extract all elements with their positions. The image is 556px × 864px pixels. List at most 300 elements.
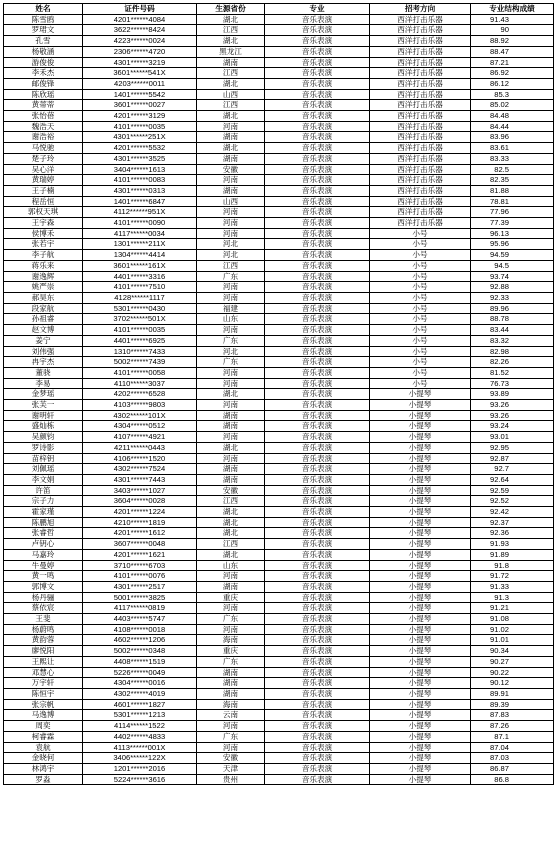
cell-direction: 小号: [370, 292, 471, 303]
cell-major: 音乐表演: [265, 143, 370, 154]
table-row: [4, 496, 554, 507]
cell-name: 冉宇杰: [4, 357, 83, 368]
cell-major: 音乐表演: [265, 517, 370, 528]
cell-direction: 西洋打击乐器: [370, 46, 471, 57]
cell-name: 马嘉玲: [4, 549, 83, 560]
cell-score: 91.72: [471, 571, 554, 582]
cell-major: 音乐表演: [265, 153, 370, 164]
table-row: [4, 218, 554, 229]
cell-direction: 小号: [370, 325, 471, 336]
cell-major: 音乐表演: [265, 14, 370, 25]
cell-score: 76.73: [471, 378, 554, 389]
cell-province: 河南: [197, 603, 265, 614]
cell-province: 河南: [197, 453, 265, 464]
cell-province: 山西: [197, 196, 265, 207]
cell-name: 杨敬涵: [4, 46, 83, 57]
cell-score: 87.1: [471, 731, 554, 742]
table-row: [4, 656, 554, 667]
cell-province: 湖北: [197, 14, 265, 25]
cell-province: 山西: [197, 89, 265, 100]
cell-major: 音乐表演: [265, 325, 370, 336]
table-row: [4, 185, 554, 196]
cell-score: 87.83: [471, 710, 554, 721]
header-score: 专业结构成绩: [471, 4, 554, 15]
cell-name: 罗淼: [4, 774, 83, 785]
cell-major: 音乐表演: [265, 196, 370, 207]
cell-id-number: 5226******0049: [83, 667, 197, 678]
cell-direction: 小号: [370, 335, 471, 346]
cell-province: 河南: [197, 378, 265, 389]
table-row: [4, 25, 554, 36]
cell-score: 82.26: [471, 357, 554, 368]
cell-major: 音乐表演: [265, 357, 370, 368]
cell-score: 93.74: [471, 271, 554, 282]
cell-name: 罗珺文: [4, 25, 83, 36]
cell-name: 张若宇: [4, 239, 83, 250]
cell-name: 李禾杰: [4, 68, 83, 79]
cell-major: 音乐表演: [265, 282, 370, 293]
cell-province: 重庆: [197, 646, 265, 657]
cell-id-number: 4128******1117: [83, 292, 197, 303]
cell-score: 83.44: [471, 325, 554, 336]
cell-direction: 西洋打击乐器: [370, 175, 471, 186]
cell-major: 音乐表演: [265, 763, 370, 774]
cell-direction: 小提琴: [370, 656, 471, 667]
cell-id-number: 3607******0048: [83, 539, 197, 550]
cell-id-number: 3601******161X: [83, 260, 197, 271]
cell-direction: 小提琴: [370, 753, 471, 764]
cell-name: 李子航: [4, 250, 83, 261]
cell-province: 湖北: [197, 549, 265, 560]
cell-province: 河南: [197, 282, 265, 293]
cell-score: 91.8: [471, 560, 554, 571]
cell-name: 侯博禾: [4, 228, 83, 239]
cell-name: 袁航: [4, 742, 83, 753]
cell-id-number: 5002******0348: [83, 646, 197, 657]
cell-name: 罗诗影: [4, 442, 83, 453]
cell-major: 音乐表演: [265, 111, 370, 122]
cell-id-number: 4201******1224: [83, 507, 197, 518]
cell-direction: 小号: [370, 271, 471, 282]
cell-major: 音乐表演: [265, 100, 370, 111]
cell-score: 92.87: [471, 453, 554, 464]
cell-score: 78.81: [471, 196, 554, 207]
cell-id-number: 4101******0076: [83, 571, 197, 582]
cell-province: 湖南: [197, 132, 265, 143]
cell-score: 77.96: [471, 207, 554, 218]
cell-province: 湖北: [197, 528, 265, 539]
cell-major: 音乐表演: [265, 646, 370, 657]
cell-name: 苗梓钥: [4, 453, 83, 464]
cell-id-number: 4402******4833: [83, 731, 197, 742]
cell-province: 广东: [197, 271, 265, 282]
cell-province: 河南: [197, 121, 265, 132]
cell-score: 86.12: [471, 78, 554, 89]
cell-major: 音乐表演: [265, 742, 370, 753]
cell-score: 89.39: [471, 699, 554, 710]
cell-id-number: 4302******101X: [83, 410, 197, 421]
table-row: [4, 46, 554, 57]
cell-province: 山东: [197, 314, 265, 325]
cell-direction: 小提琴: [370, 774, 471, 785]
cell-score: 83.32: [471, 335, 554, 346]
cell-direction: 小提琴: [370, 742, 471, 753]
cell-major: 音乐表演: [265, 314, 370, 325]
table-row: [4, 400, 554, 411]
cell-major: 音乐表演: [265, 689, 370, 700]
cell-id-number: 4302******4019: [83, 689, 197, 700]
cell-id-number: 4301******0313: [83, 185, 197, 196]
cell-score: 91.93: [471, 539, 554, 550]
table-row: [4, 667, 554, 678]
cell-score: 87.03: [471, 753, 554, 764]
cell-direction: 小提琴: [370, 710, 471, 721]
cell-id-number: 4101******0090: [83, 218, 197, 229]
cell-name: 邮俊锋: [4, 78, 83, 89]
cell-province: 河南: [197, 571, 265, 582]
cell-direction: 西洋打击乐器: [370, 25, 471, 36]
cell-id-number: 4210******1819: [83, 517, 197, 528]
cell-major: 音乐表演: [265, 432, 370, 443]
cell-direction: 西洋打击乐器: [370, 218, 471, 229]
cell-id-number: 4112******951X: [83, 207, 197, 218]
table-row: [4, 335, 554, 346]
cell-major: 音乐表演: [265, 603, 370, 614]
cell-id-number: 2306******4720: [83, 46, 197, 57]
cell-province: 湖北: [197, 143, 265, 154]
table-row: [4, 175, 554, 186]
table-row: [4, 410, 554, 421]
cell-direction: 小提琴: [370, 678, 471, 689]
cell-direction: 小提琴: [370, 453, 471, 464]
cell-id-number: 4301******3219: [83, 57, 197, 68]
cell-province: 江西: [197, 496, 265, 507]
cell-score: 92.64: [471, 474, 554, 485]
cell-major: 音乐表演: [265, 25, 370, 36]
cell-score: 85.3: [471, 89, 554, 100]
cell-score: 86.8: [471, 774, 554, 785]
cell-id-number: 4304******0016: [83, 678, 197, 689]
cell-direction: 小提琴: [370, 581, 471, 592]
cell-name: 郭博文: [4, 581, 83, 592]
cell-name: 金晓何: [4, 753, 83, 764]
cell-major: 音乐表演: [265, 453, 370, 464]
cell-direction: 小提琴: [370, 646, 471, 657]
cell-province: 安徽: [197, 485, 265, 496]
cell-direction: 小提琴: [370, 442, 471, 453]
cell-id-number: 4302******7524: [83, 464, 197, 475]
table-row: [4, 742, 554, 753]
cell-major: 音乐表演: [265, 46, 370, 57]
cell-province: 河北: [197, 250, 265, 261]
cell-name: 刘佩瑶: [4, 464, 83, 475]
cell-id-number: 4408******1519: [83, 656, 197, 667]
cell-id-number: 4401******6925: [83, 335, 197, 346]
cell-id-number: 4201******1621: [83, 549, 197, 560]
cell-name: 王熙让: [4, 656, 83, 667]
table-row: [4, 571, 554, 582]
cell-id-number: 4202******6528: [83, 389, 197, 400]
header-direction: 招考方向: [370, 4, 471, 15]
table-row: [4, 432, 554, 443]
cell-province: 湖南: [197, 421, 265, 432]
cell-major: 音乐表演: [265, 539, 370, 550]
cell-name: 许笛: [4, 485, 83, 496]
cell-major: 音乐表演: [265, 228, 370, 239]
cell-id-number: 4103******9803: [83, 400, 197, 411]
table-row: [4, 250, 554, 261]
cell-name: 万宇轩: [4, 678, 83, 689]
cell-direction: 小提琴: [370, 571, 471, 582]
cell-province: 河北: [197, 346, 265, 357]
table-row: [4, 721, 554, 732]
cell-province: 江西: [197, 68, 265, 79]
cell-major: 音乐表演: [265, 560, 370, 571]
table-row: [4, 143, 554, 154]
cell-score: 96.13: [471, 228, 554, 239]
cell-id-number: 4602******1206: [83, 635, 197, 646]
cell-score: 92.7: [471, 464, 554, 475]
cell-id-number: 3403******1027: [83, 485, 197, 496]
cell-province: 天津: [197, 763, 265, 774]
header-major: 专业: [265, 4, 370, 15]
cell-province: 重庆: [197, 592, 265, 603]
cell-score: 92.59: [471, 485, 554, 496]
cell-score: 93.01: [471, 432, 554, 443]
table-row: [4, 646, 554, 657]
cell-major: 音乐表演: [265, 474, 370, 485]
cell-id-number: 4401******3316: [83, 271, 197, 282]
table-row: [4, 474, 554, 485]
cell-name: 刘伟强: [4, 346, 83, 357]
cell-major: 音乐表演: [265, 335, 370, 346]
cell-province: 湖南: [197, 667, 265, 678]
cell-name: 谢明轩: [4, 410, 83, 421]
cell-id-number: 1304******4414: [83, 250, 197, 261]
cell-province: 湖南: [197, 689, 265, 700]
cell-id-number: 4223******0024: [83, 36, 197, 47]
table-row: [4, 132, 554, 143]
table-row: [4, 68, 554, 79]
cell-direction: 小提琴: [370, 667, 471, 678]
cell-direction: 小提琴: [370, 496, 471, 507]
cell-score: 90.34: [471, 646, 554, 657]
table-row: [4, 89, 554, 100]
table-row: [4, 357, 554, 368]
cell-direction: 西洋打击乐器: [370, 78, 471, 89]
cell-name: 邓慧心: [4, 667, 83, 678]
table-row: [4, 689, 554, 700]
table-row: [4, 507, 554, 518]
cell-name: 张怡蓓: [4, 111, 83, 122]
header-province: 生源省份: [197, 4, 265, 15]
cell-score: 88.47: [471, 46, 554, 57]
cell-province: 湖北: [197, 36, 265, 47]
cell-name: 马悦驰: [4, 143, 83, 154]
cell-direction: 小提琴: [370, 474, 471, 485]
cell-direction: 小提琴: [370, 507, 471, 518]
cell-score: 91.89: [471, 549, 554, 560]
cell-name: 姜宁: [4, 335, 83, 346]
table-row: [4, 378, 554, 389]
cell-direction: 小提琴: [370, 603, 471, 614]
cell-major: 音乐表演: [265, 57, 370, 68]
cell-score: 93.24: [471, 421, 554, 432]
cell-direction: 小提琴: [370, 432, 471, 443]
cell-province: 河南: [197, 624, 265, 635]
cell-direction: 小提琴: [370, 721, 471, 732]
cell-score: 89.91: [471, 689, 554, 700]
cell-major: 音乐表演: [265, 239, 370, 250]
cell-score: 91.33: [471, 581, 554, 592]
cell-id-number: 4304******0512: [83, 421, 197, 432]
cell-name: 姚严崇: [4, 282, 83, 293]
cell-score: 92.36: [471, 528, 554, 539]
cell-score: 89.96: [471, 303, 554, 314]
cell-major: 音乐表演: [265, 464, 370, 475]
cell-direction: 小号: [370, 250, 471, 261]
cell-direction: 小号: [370, 357, 471, 368]
cell-direction: 西洋打击乐器: [370, 143, 471, 154]
cell-id-number: 3710******6703: [83, 560, 197, 571]
cell-direction: 西洋打击乐器: [370, 121, 471, 132]
cell-name: 林鸿宇: [4, 763, 83, 774]
cell-direction: 小提琴: [370, 485, 471, 496]
cell-direction: 西洋打击乐器: [370, 153, 471, 164]
cell-name: 魏浩天: [4, 121, 83, 132]
cell-id-number: 4301******7443: [83, 474, 197, 485]
cell-id-number: 1310******7433: [83, 346, 197, 357]
cell-id-number: 4108******0018: [83, 624, 197, 635]
cell-province: 江西: [197, 25, 265, 36]
cell-id-number: 1301******211X: [83, 239, 197, 250]
cell-name: 李易: [4, 378, 83, 389]
cell-direction: 小提琴: [370, 699, 471, 710]
table-row: [4, 325, 554, 336]
cell-direction: 小号: [370, 378, 471, 389]
cell-major: 音乐表演: [265, 635, 370, 646]
cell-direction: 西洋打击乐器: [370, 89, 471, 100]
cell-province: 河南: [197, 175, 265, 186]
table-row: [4, 614, 554, 625]
cell-id-number: 4203******0011: [83, 78, 197, 89]
cell-province: 福建: [197, 303, 265, 314]
cell-province: 江西: [197, 539, 265, 550]
cell-direction: 小提琴: [370, 560, 471, 571]
cell-direction: 西洋打击乐器: [370, 132, 471, 143]
cell-name: 蒋乐来: [4, 260, 83, 271]
cell-score: 92.42: [471, 507, 554, 518]
cell-score: 91.3: [471, 592, 554, 603]
cell-direction: 小号: [370, 239, 471, 250]
cell-score: 81.52: [471, 367, 554, 378]
table-row: [4, 678, 554, 689]
cell-major: 音乐表演: [265, 549, 370, 560]
cell-name: 黄瑞婷: [4, 175, 83, 186]
cell-id-number: 3601******541X: [83, 68, 197, 79]
cell-major: 音乐表演: [265, 389, 370, 400]
cell-major: 音乐表演: [265, 721, 370, 732]
cell-direction: 小提琴: [370, 539, 471, 550]
cell-direction: 西洋打击乐器: [370, 111, 471, 122]
cell-direction: 小提琴: [370, 624, 471, 635]
cell-direction: 西洋打击乐器: [370, 185, 471, 196]
cell-province: 湖南: [197, 464, 265, 475]
cell-id-number: 4201******3129: [83, 111, 197, 122]
header-id-number: 证件号码: [83, 4, 197, 15]
cell-province: 湖北: [197, 442, 265, 453]
cell-direction: 西洋打击乐器: [370, 14, 471, 25]
cell-id-number: 5001******3825: [83, 592, 197, 603]
cell-name: 王子楠: [4, 185, 83, 196]
cell-major: 音乐表演: [265, 400, 370, 411]
cell-province: 广东: [197, 614, 265, 625]
cell-province: 海南: [197, 635, 265, 646]
cell-name: 吴心洋: [4, 164, 83, 175]
cell-province: 贵州: [197, 774, 265, 785]
cell-name: 霍家瑾: [4, 507, 83, 518]
cell-name: 董骁: [4, 367, 83, 378]
cell-direction: 西洋打击乐器: [370, 196, 471, 207]
cell-score: 88.92: [471, 36, 554, 47]
cell-id-number: 4113******001X: [83, 742, 197, 753]
cell-province: 河南: [197, 721, 265, 732]
cell-id-number: 4201******4084: [83, 14, 197, 25]
cell-province: 海南: [197, 699, 265, 710]
cell-direction: 小提琴: [370, 689, 471, 700]
cell-name: 吴颜钧: [4, 432, 83, 443]
cell-score: 91.08: [471, 614, 554, 625]
cell-major: 音乐表演: [265, 774, 370, 785]
cell-major: 音乐表演: [265, 614, 370, 625]
table-row: [4, 111, 554, 122]
cell-score: 92.52: [471, 496, 554, 507]
cell-direction: 小号: [370, 228, 471, 239]
table-row: [4, 603, 554, 614]
cell-direction: 小提琴: [370, 731, 471, 742]
cell-major: 音乐表演: [265, 496, 370, 507]
cell-score: 95.96: [471, 239, 554, 250]
table-row: [4, 239, 554, 250]
cell-direction: 小提琴: [370, 400, 471, 411]
cell-province: 湖南: [197, 185, 265, 196]
cell-province: 湖南: [197, 581, 265, 592]
cell-id-number: 3702******501X: [83, 314, 197, 325]
cell-major: 音乐表演: [265, 507, 370, 518]
cell-id-number: 4117******0034: [83, 228, 197, 239]
cell-id-number: 1201******2016: [83, 763, 197, 774]
cell-direction: 小提琴: [370, 389, 471, 400]
table-row: [4, 592, 554, 603]
cell-direction: 小号: [370, 303, 471, 314]
header-row: [4, 4, 554, 15]
cell-score: 90.27: [471, 656, 554, 667]
cell-id-number: 4101******0035: [83, 325, 197, 336]
cell-id-number: 4117******0819: [83, 603, 197, 614]
cell-major: 音乐表演: [265, 36, 370, 47]
table-row: [4, 292, 554, 303]
cell-major: 音乐表演: [265, 250, 370, 261]
table-row: [4, 763, 554, 774]
cell-score: 91.43: [471, 14, 554, 25]
cell-score: 87.21: [471, 57, 554, 68]
cell-name: 张宗帆: [4, 699, 83, 710]
cell-id-number: 3604******0028: [83, 496, 197, 507]
cell-direction: 小提琴: [370, 763, 471, 774]
cell-major: 音乐表演: [265, 581, 370, 592]
table-row: [4, 453, 554, 464]
table-body: [4, 14, 554, 785]
